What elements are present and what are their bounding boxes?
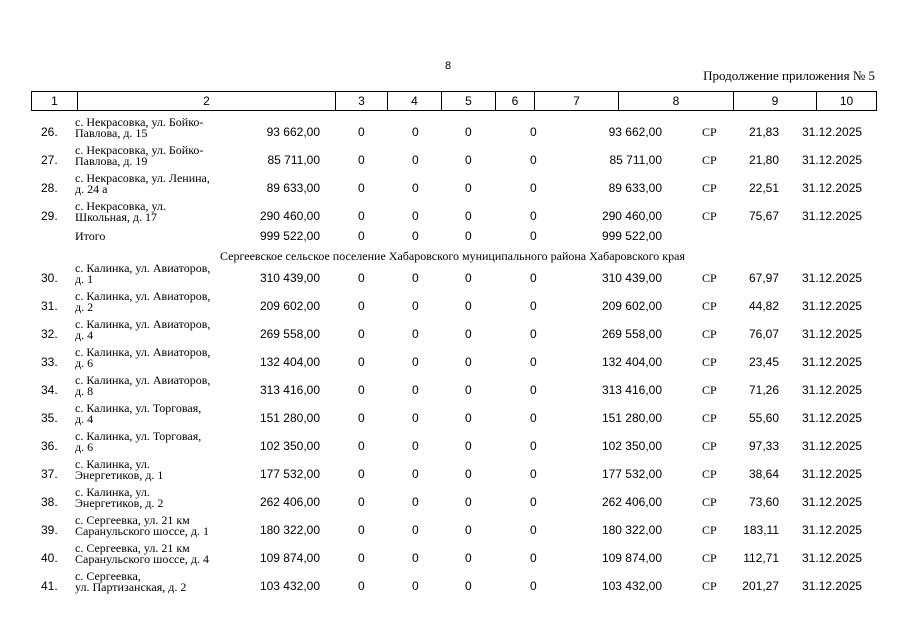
row-c4: 0	[412, 439, 419, 453]
row-c8: СР	[702, 153, 717, 167]
row-c10: 67,97	[748, 271, 779, 285]
row-c3: 0	[358, 271, 365, 285]
row-c4: 0	[412, 209, 419, 223]
row-c2: 262 406,00	[259, 495, 320, 509]
row-name-line1: с. Калинка, ул. Торговая,	[75, 401, 202, 415]
row-c10: 21,83	[748, 125, 779, 139]
row-c6: 0	[530, 411, 537, 425]
row-c11: 31.12.2025	[802, 327, 863, 341]
table-row	[0, 173, 905, 201]
row-c6: 0	[530, 355, 537, 369]
row-name-line2: д. 6	[75, 356, 94, 370]
row-c11: 31.12.2025	[802, 383, 863, 397]
row-c7: 93 662,00	[608, 125, 662, 139]
continuation-title: Продолжение приложения № 5	[703, 68, 875, 83]
row-c11: 31.12.2025	[802, 299, 863, 313]
row-c10: 55,60	[748, 411, 779, 425]
row-name-line2: Энергетиков, д. 2	[75, 496, 164, 510]
row-name-line1: с. Калинка, ул. Авиаторов,	[75, 261, 211, 275]
row-c7: 209 602,00	[601, 299, 662, 313]
row-c11: 31.12.2025	[802, 209, 863, 223]
row-c6: 0	[530, 523, 537, 537]
row-c10: 201,27	[742, 579, 779, 593]
section-title: Сергеевское сельское поселение Хабаровского муниципального района Хабаровского края	[220, 249, 685, 263]
row-name-line1: с. Сергеевка,	[75, 569, 141, 583]
row-name-line2: Саранульского шоссе, д. 1	[75, 524, 209, 538]
row-number: 34.	[41, 383, 58, 397]
row-c7: 109 874,00	[601, 551, 662, 565]
row-name	[75, 403, 201, 425]
row-c5: 0	[465, 467, 472, 481]
row-c5: 0	[465, 181, 472, 195]
row-name	[75, 543, 209, 565]
row-c8: СР	[702, 299, 717, 313]
row-name	[75, 117, 203, 139]
row-c8: СР	[702, 125, 717, 139]
row-c6: 0	[530, 209, 537, 223]
row-c6: 0	[530, 495, 537, 509]
row-name-line1: с. Некрасовка, ул. Бойко-	[75, 143, 204, 157]
row-name-line2: д. 2	[75, 300, 94, 314]
row-name-line1: с. Калинка, ул. Авиаторов,	[75, 373, 211, 387]
row-name-line1: с. Калинка, ул. Авиаторов,	[75, 317, 211, 331]
row-c3: 0	[358, 355, 365, 369]
row-c8: СР	[702, 523, 717, 537]
row-c5: 0	[465, 271, 472, 285]
row-name	[75, 201, 166, 223]
row-number: 39.	[41, 523, 58, 537]
row-c10: 23,45	[748, 355, 779, 369]
row-number: 32.	[41, 327, 58, 341]
row-c7: 103 432,00	[601, 579, 662, 593]
row-c4: 0	[412, 467, 419, 481]
row-c10: 183,11	[743, 523, 779, 537]
row-c10: 21,80	[748, 153, 779, 167]
row-c8: СР	[702, 181, 717, 195]
row-name-line1: с. Сергеевка, ул. 21 км	[75, 541, 190, 555]
row-c10: 71,26	[748, 383, 779, 397]
row-c4: 0	[412, 523, 419, 537]
row-c11: 31.12.2025	[802, 467, 863, 481]
row-c2: 132 404,00	[259, 355, 320, 369]
row-name-line1: с. Некрасовка, ул.	[75, 199, 166, 213]
table-row	[0, 459, 905, 487]
row-number: 41.	[41, 579, 58, 593]
table-row	[0, 571, 905, 599]
row-c11: 31.12.2025	[802, 271, 863, 285]
row-name	[75, 515, 209, 537]
row-c4: 0	[412, 551, 419, 565]
table-row	[0, 319, 905, 347]
row-name-line2: д. 24 а	[75, 182, 108, 196]
row-c6: 0	[530, 327, 537, 341]
row-c8: СР	[702, 383, 717, 397]
row-c5: 0	[465, 327, 472, 341]
row-c10: 75,67	[748, 209, 779, 223]
row-name-line1: с. Сергеевка, ул. 21 км	[75, 513, 190, 527]
row-c4: 0	[412, 411, 419, 425]
row-name-line1: с. Калинка, ул.	[75, 457, 150, 471]
row-c3: 0	[358, 383, 365, 397]
row-c10: 97,33	[748, 439, 779, 453]
row-c2: 209 602,00	[259, 299, 320, 313]
row-c7: 89 633,00	[608, 181, 662, 195]
row-c2: 310 439,00	[259, 271, 320, 285]
header-col-4: 4	[387, 92, 441, 110]
row-c7: 310 439,00	[601, 271, 662, 285]
row-c7: 262 406,00	[601, 495, 662, 509]
row-c6: 0	[530, 383, 537, 397]
row-c11: 31.12.2025	[802, 355, 863, 369]
table-row	[0, 431, 905, 459]
row-c8: СР	[702, 439, 717, 453]
row-c2: 269 558,00	[259, 327, 320, 341]
row-c3: 0	[358, 579, 365, 593]
table-row	[0, 347, 905, 375]
row-c3: 0	[358, 181, 365, 195]
row-c2: 180 322,00	[259, 523, 320, 537]
row-c2: 85 711,00	[267, 153, 320, 167]
row-c5: 0	[465, 299, 472, 313]
row-c11: 31.12.2025	[802, 153, 863, 167]
row-c3: 0	[358, 209, 365, 223]
header-col-10: 10	[816, 92, 876, 110]
row-c7: 132 404,00	[601, 355, 662, 369]
row-c4: 0	[412, 495, 419, 509]
row-c3: 0	[358, 327, 365, 341]
row-c4: 0	[412, 355, 419, 369]
row-c4: 0	[412, 125, 419, 139]
row-name-line2: Школьная, д. 17	[75, 210, 158, 224]
row-c5: 0	[465, 439, 472, 453]
row-name-line2: Павлова, д. 19	[75, 154, 148, 168]
row-c3: 0	[358, 125, 365, 139]
total-label: Итого	[75, 229, 106, 243]
row-c4: 0	[412, 153, 419, 167]
row-name-line1: с. Некрасовка, ул. Ленина,	[75, 171, 210, 185]
row-number: 30.	[41, 271, 58, 285]
row-number: 31.	[41, 299, 58, 313]
row-c4: 0	[412, 579, 419, 593]
row-c2: 313 416,00	[259, 383, 320, 397]
page-number: 8	[445, 60, 452, 72]
row-c10: 73,60	[748, 495, 779, 509]
row-c4: 0	[412, 299, 419, 313]
row-c10: 112,71	[743, 551, 779, 565]
row-c6: 0	[530, 439, 537, 453]
row-c6: 0	[530, 271, 537, 285]
row-name-line1: с. Калинка, ул. Авиаторов,	[75, 345, 211, 359]
row-c6: 0	[530, 467, 537, 481]
header-col-9: 9	[733, 92, 816, 110]
row-c7: 177 532,00	[601, 467, 662, 481]
row-name-line2: Павлова, д. 15	[75, 126, 148, 140]
row-c2: 89 633,00	[266, 181, 320, 195]
row-c8: СР	[702, 355, 717, 369]
total-c7: 999 522,00	[601, 229, 662, 243]
row-name-line2: ул. Партизанская, д. 2	[75, 580, 187, 594]
row-name	[75, 173, 210, 195]
row-c8: СР	[702, 495, 717, 509]
row-name-line2: д. 4	[75, 328, 94, 342]
row-c2: 151 280,00	[259, 411, 320, 425]
row-number: 35.	[41, 411, 58, 425]
row-c7: 269 558,00	[601, 327, 662, 341]
row-c4: 0	[412, 181, 419, 195]
table-row	[0, 145, 905, 173]
header-col-6: 6	[495, 92, 534, 110]
row-c5: 0	[465, 355, 472, 369]
table-row	[0, 487, 905, 515]
row-name-line2: д. 6	[75, 440, 94, 454]
header-col-3: 3	[335, 92, 387, 110]
row-name	[75, 375, 210, 397]
row-c6: 0	[530, 299, 537, 313]
row-number: 26.	[41, 125, 58, 139]
row-c8: СР	[702, 271, 717, 285]
row-name-line2: д. 1	[75, 272, 94, 286]
row-c2: 102 350,00	[259, 439, 320, 453]
row-name	[75, 431, 201, 453]
row-c3: 0	[358, 495, 365, 509]
row-name-line2: Энергетиков, д. 1	[75, 468, 164, 482]
row-c2: 290 460,00	[259, 209, 320, 223]
table-row	[0, 201, 905, 229]
row-name-line1: с. Калинка, ул. Авиаторов,	[75, 289, 211, 303]
row-c3: 0	[358, 551, 365, 565]
row-c4: 0	[412, 271, 419, 285]
row-number: 40.	[41, 551, 58, 565]
row-c10: 44,82	[748, 299, 779, 313]
row-c5: 0	[465, 383, 472, 397]
row-c6: 0	[530, 181, 537, 195]
row-name-line1: с. Калинка, ул. Торговая,	[75, 429, 202, 443]
row-c7: 151 280,00	[601, 411, 662, 425]
table-row	[0, 263, 905, 291]
total-c2: 999 522,00	[259, 229, 320, 243]
row-c11: 31.12.2025	[802, 411, 863, 425]
row-number: 36.	[41, 439, 58, 453]
row-c3: 0	[358, 299, 365, 313]
row-c11: 31.12.2025	[802, 439, 863, 453]
row-c8: СР	[702, 411, 717, 425]
row-number: 28.	[41, 181, 58, 195]
row-c6: 0	[530, 551, 537, 565]
row-c7: 313 416,00	[601, 383, 662, 397]
total-c3: 0	[358, 229, 365, 243]
row-c7: 102 350,00	[601, 439, 662, 453]
row-name	[75, 263, 210, 285]
row-name	[75, 319, 210, 341]
row-c2: 93 662,00	[266, 125, 320, 139]
table-row	[0, 375, 905, 403]
header-col-2: 2	[77, 92, 335, 110]
row-c5: 0	[465, 579, 472, 593]
total-c5: 0	[465, 229, 472, 243]
table-header	[31, 91, 877, 111]
row-c4: 0	[412, 383, 419, 397]
row-c11: 31.12.2025	[802, 551, 863, 565]
row-c10: 76,07	[748, 327, 779, 341]
row-name-line1: с. Некрасовка, ул. Бойко-	[75, 115, 204, 129]
header-col-7: 7	[534, 92, 618, 110]
table-row	[0, 515, 905, 543]
row-c5: 0	[465, 411, 472, 425]
row-c10: 38,64	[748, 467, 779, 481]
row-name	[75, 291, 210, 313]
row-name	[75, 145, 203, 167]
row-number: 33.	[41, 355, 58, 369]
row-c3: 0	[358, 467, 365, 481]
row-c5: 0	[465, 495, 472, 509]
row-name	[75, 571, 186, 593]
row-c7: 290 460,00	[601, 209, 662, 223]
row-c2: 103 432,00	[259, 579, 320, 593]
row-c5: 0	[465, 523, 472, 537]
row-c6: 0	[530, 153, 537, 167]
row-c11: 31.12.2025	[802, 125, 863, 139]
row-c5: 0	[465, 125, 472, 139]
row-c8: СР	[702, 551, 717, 565]
row-c8: СР	[702, 467, 717, 481]
row-c6: 0	[530, 125, 537, 139]
row-number: 29.	[41, 209, 58, 223]
row-c11: 31.12.2025	[802, 495, 863, 509]
row-c8: СР	[702, 327, 717, 341]
total-c4: 0	[412, 229, 419, 243]
row-number: 27.	[41, 153, 58, 167]
row-c5: 0	[465, 551, 472, 565]
row-name-line2: д. 8	[75, 384, 94, 398]
row-c2: 109 874,00	[259, 551, 320, 565]
row-c5: 0	[465, 209, 472, 223]
row-c11: 31.12.2025	[802, 181, 863, 195]
row-name	[75, 459, 163, 481]
row-c11: 31.12.2025	[802, 579, 863, 593]
row-c3: 0	[358, 439, 365, 453]
row-number: 38.	[41, 495, 58, 509]
header-col-8: 8	[618, 92, 733, 110]
table-row	[0, 117, 905, 145]
row-name	[75, 487, 163, 509]
row-c10: 22,51	[748, 181, 779, 195]
row-name-line1: с. Калинка, ул.	[75, 485, 150, 499]
row-c8: СР	[702, 579, 717, 593]
row-c3: 0	[358, 411, 365, 425]
table-row	[0, 403, 905, 431]
row-number: 37.	[41, 467, 58, 481]
row-c2: 177 532,00	[259, 467, 320, 481]
row-c3: 0	[358, 523, 365, 537]
row-name-line2: д. 4	[75, 412, 94, 426]
header-col-1: 1	[51, 94, 58, 108]
row-name	[75, 347, 210, 369]
row-c6: 0	[530, 579, 537, 593]
row-c11: 31.12.2025	[802, 523, 863, 537]
row-name-line2: Саранульского шоссе, д. 4	[75, 552, 209, 566]
header-col-5: 5	[441, 92, 495, 110]
total-c6: 0	[530, 229, 537, 243]
row-c8: СР	[702, 209, 717, 223]
row-c7: 85 711,00	[609, 153, 662, 167]
table-row	[0, 543, 905, 571]
table-row	[0, 291, 905, 319]
row-c4: 0	[412, 327, 419, 341]
row-c3: 0	[358, 153, 365, 167]
row-c5: 0	[465, 153, 472, 167]
row-c7: 180 322,00	[601, 523, 662, 537]
